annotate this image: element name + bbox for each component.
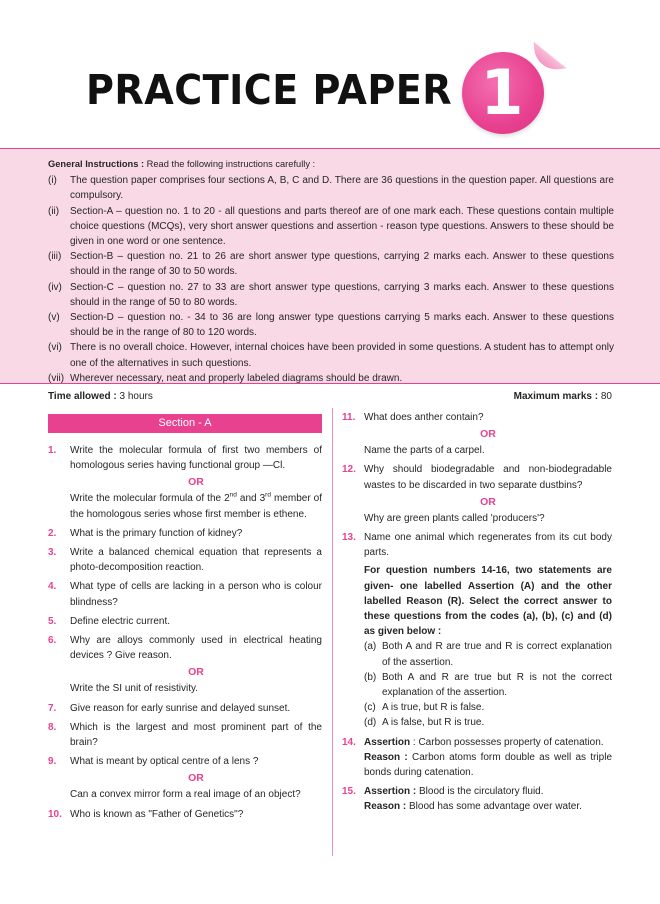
- assertion-reason-instructions: For question numbers 14-16, two statements are given- one labelled Assertion (A) and the other labelled Reason (R). Select the correct answer to these questions from the codes (a), (b), (c) and (d) as given below :: [364, 565, 612, 638]
- or-separator: OR: [480, 495, 496, 508]
- left-column: [48, 414, 322, 822]
- question-text: Define electric current.: [70, 615, 171, 627]
- question-text: Why are alloys commonly used in electrical heating devices ? Give reason.: [70, 635, 322, 662]
- question-text: What does anther contain?: [364, 412, 484, 423]
- instruction-text: Section-C – question no. 27 to 33 are short answer type questions, carrying 3 marks each. Answer to these questions should in the range of 50 to 80 words.: [70, 281, 614, 308]
- instruction-item: [48, 280, 614, 310]
- paper-number: 1: [480, 56, 524, 129]
- ar-option-text: Both A and R are true and R is correct explanation of the assertion.: [382, 641, 612, 668]
- instruction-number: (v): [48, 312, 60, 324]
- ar-option: [342, 700, 612, 715]
- alt-text-part: Write the molecular formula of the 2: [70, 493, 230, 505]
- instructions-heading: [48, 157, 614, 172]
- instruction-text: Wherever necessary, neat and properly labeled diagrams should be drawn.: [70, 372, 403, 384]
- question-number: 6.: [48, 635, 57, 647]
- ar-option: [342, 670, 612, 700]
- question-text: Why should biodegradable and non-biodegradable wastes to be discarded in two separate dustbins?: [364, 464, 612, 491]
- instruction-text: Section-A – question no. 1 to 20 - all questions and parts thereof are of one mark each. These questions contain multiple choice questions (MCQs), very short answer questions and assertion - reason type questions. Answers to these should be given in one word or one sentence.: [70, 205, 614, 248]
- section-a-header: Section - A: [48, 414, 322, 433]
- question-14-reason: [342, 750, 612, 780]
- alt-text-part: and 3: [236, 493, 266, 505]
- question-number: 4.: [48, 581, 57, 593]
- question-text: [364, 784, 612, 799]
- question-text: Who is known as "Father of Genetics"?: [70, 808, 244, 820]
- time-value: 3 hours: [116, 391, 153, 402]
- question-number: 15.: [342, 786, 356, 798]
- question-4: [48, 579, 322, 609]
- ar-option-text: A is false, but R is true.: [382, 717, 485, 729]
- question-number: 2.: [48, 527, 57, 539]
- question-6-alternative: Write the SI unit of resistivity.: [70, 683, 199, 695]
- question-number: 10.: [48, 808, 62, 820]
- instruction-number: (ii): [48, 205, 60, 217]
- question-15: [342, 784, 612, 799]
- instruction-item: [48, 310, 614, 340]
- instruction-item: [48, 173, 614, 203]
- question-number: 9.: [48, 756, 57, 768]
- reason-text: Carbon atoms form double as well as triple bonds during catenation.: [364, 751, 613, 779]
- maximum-marks: [514, 391, 612, 402]
- question-8: [48, 720, 322, 750]
- question-12: [342, 462, 612, 492]
- instruction-text: Section-D – question no. - 34 to 36 are long answer type questions carrying 5 marks each. Answer to these questions should be in the range of 80 to 120 words.: [70, 312, 614, 339]
- instruction-item: [48, 371, 614, 386]
- ar-option-letter: (b): [364, 671, 377, 683]
- question-1-alternative: [48, 491, 322, 521]
- marks-value: 80: [598, 391, 612, 402]
- question-5: [48, 614, 322, 629]
- reason-text: Blood has some advantage over water.: [406, 801, 582, 813]
- question-number: 13.: [342, 532, 356, 544]
- question-number: 7.: [48, 702, 57, 714]
- question-number: 8.: [48, 721, 57, 733]
- instruction-number: (iii): [48, 251, 62, 263]
- question-text: Which is the largest and most prominent part of the brain?: [70, 721, 322, 749]
- page-title: PRACTICE PAPER: [86, 66, 453, 114]
- question-15-reason: [342, 799, 612, 814]
- question-1: [48, 443, 322, 473]
- question-7: [48, 701, 322, 716]
- time-allowed: [48, 391, 153, 402]
- question-text: What is the primary function of kidney?: [70, 527, 243, 539]
- paper-number-badge: [462, 52, 544, 134]
- instruction-number: (iv): [48, 281, 62, 293]
- alt-superscript: rd: [265, 492, 271, 500]
- right-column: [342, 410, 612, 815]
- instructions-heading-bold: General Instructions :: [48, 159, 145, 169]
- instruction-item: [48, 249, 614, 279]
- alt-superscript: nd: [229, 492, 237, 500]
- instruction-text: The question paper comprises four sections A, B, C and D. There are 36 questions in the question paper. All questions are compulsory.: [70, 175, 614, 202]
- question-2: [48, 526, 322, 541]
- instruction-number: (i): [48, 175, 57, 187]
- question-text: What is meant by optical centre of a lens ?: [70, 756, 259, 768]
- instruction-number: (vii): [48, 372, 65, 384]
- question-number: 5.: [48, 615, 57, 627]
- question-text: What type of cells are lacking in a person who is colour blindness?: [70, 581, 322, 608]
- alt-text-part: member of the homologous series whose first member is ethene.: [70, 493, 322, 520]
- instruction-text: There is no overall choice. However, internal choices have been provided in some questions. A student has to attempt only one of the alternatives in such questions.: [70, 342, 614, 369]
- question-11: [342, 410, 612, 425]
- reason-label: Reason :: [364, 751, 408, 763]
- or-separator: OR: [188, 476, 204, 489]
- question-text: Give reason for early sunrise and delayed sunset.: [70, 702, 291, 714]
- instruction-item: [48, 340, 614, 370]
- question-11-alternative: Name the parts of a carpel.: [364, 445, 485, 457]
- question-9: [48, 754, 322, 769]
- reason-label: Reason :: [364, 801, 407, 813]
- or-separator: OR: [188, 666, 204, 679]
- question-13: [342, 530, 612, 560]
- ar-option-letter: (c): [364, 702, 376, 714]
- question-9-alternative: Can a convex mirror form a real image of an object?: [70, 789, 301, 801]
- question-number: 3.: [48, 547, 57, 559]
- assertion-label: Assertion :: [364, 786, 417, 798]
- instructions-heading-rest: Read the following instructions carefully :: [144, 159, 316, 169]
- instruction-number: (vi): [48, 342, 62, 354]
- column-divider: [332, 408, 333, 856]
- question-number: 14.: [342, 736, 356, 748]
- assertion-text: Blood is the circulatory fluid.: [416, 786, 544, 798]
- ar-option-text: Both A and R are true but R is not the correct explanation of the assertion.: [382, 671, 612, 699]
- question-text: Write the molecular formula of first two members of homologous series having functional group —Cl.: [70, 445, 322, 472]
- marks-label: Maximum marks :: [513, 391, 599, 402]
- question-text: Write a balanced chemical equation that represents a photo-decomposition reaction.: [70, 547, 322, 574]
- assertion-text: : Carbon possesses property of catenation.: [410, 736, 604, 748]
- question-text: [364, 735, 612, 750]
- question-14: [342, 735, 612, 750]
- question-12-alternative: Why are green plants called 'producers'?: [364, 512, 545, 524]
- question-10: [48, 807, 322, 822]
- question-3: [48, 545, 322, 575]
- ar-option: [342, 715, 612, 730]
- or-separator: OR: [480, 428, 496, 441]
- general-instructions-box: [0, 148, 660, 384]
- instruction-text: Section-B – question no. 21 to 26 are short answer type questions, carrying 2 marks each. Answer to these questions should in the range of 30 to 50 words.: [70, 251, 614, 278]
- page-header: [0, 0, 660, 146]
- question-6: [48, 633, 322, 663]
- ar-option: [342, 639, 612, 669]
- time-label: Time allowed :: [48, 391, 117, 402]
- question-number: 1.: [48, 445, 57, 456]
- instruction-item: [48, 204, 614, 250]
- question-number: 11.: [342, 412, 356, 423]
- question-text: Name one animal which regenerates from its cut body parts.: [364, 532, 612, 559]
- ar-option-text: A is true, but R is false.: [382, 702, 485, 714]
- or-separator: OR: [188, 772, 204, 785]
- ar-option-letter: (a): [364, 641, 377, 653]
- question-number: 12.: [342, 464, 356, 476]
- ar-option-letter: (d): [364, 717, 377, 729]
- assertion-label: Assertion: [364, 736, 411, 748]
